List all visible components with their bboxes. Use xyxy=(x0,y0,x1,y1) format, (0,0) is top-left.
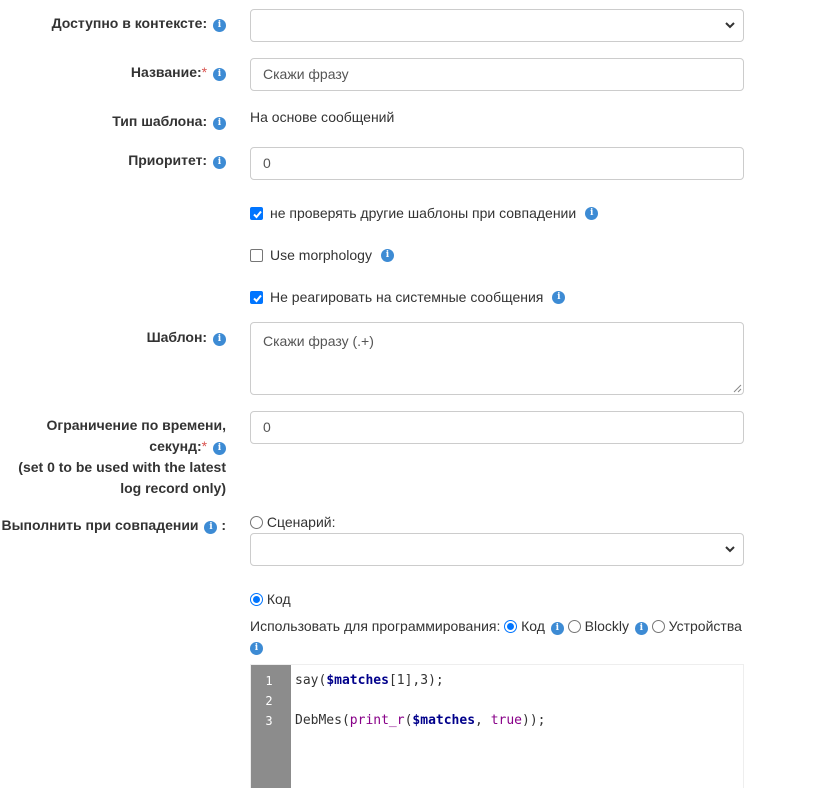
dont-check-checkbox[interactable] xyxy=(250,207,263,220)
type-value: На основе сообщений xyxy=(250,109,395,125)
mode-blockly-radio[interactable] xyxy=(568,620,581,633)
code-line[interactable]: DebMes(print_r($matches, true)); xyxy=(295,713,546,728)
scenario-radio[interactable] xyxy=(250,516,263,529)
mode-code-radio[interactable] xyxy=(504,620,517,633)
morphology-checkbox-row: Use morphology i xyxy=(250,247,394,263)
name-label: Название:* i xyxy=(131,62,226,83)
info-icon[interactable]: i xyxy=(213,117,226,130)
info-icon[interactable]: i xyxy=(213,442,226,455)
info-icon[interactable]: i xyxy=(213,19,226,32)
code-editor[interactable] xyxy=(250,664,744,788)
scenario-option: Сценарий: xyxy=(250,514,335,530)
context-select[interactable] xyxy=(250,9,744,42)
time-limit-input[interactable]: 0 xyxy=(250,411,744,444)
info-icon[interactable]: i xyxy=(213,68,226,81)
code-line[interactable]: say($matches[1],3); xyxy=(295,673,444,688)
info-icon[interactable]: i xyxy=(250,642,263,655)
priority-input[interactable]: 0 xyxy=(250,147,744,180)
programming-mode-row: Использовать для программирования: Код i Blockly i Устройства i xyxy=(250,618,742,653)
dont-check-checkbox-row: не проверять другие шаблоны при совпадении i xyxy=(250,205,598,221)
info-icon[interactable]: i xyxy=(381,249,394,262)
no-system-checkbox-row: Не реагировать на системные сообщения i xyxy=(250,289,565,305)
type-label: Тип шаблона: i xyxy=(112,111,226,132)
code-option: Код xyxy=(250,591,291,607)
line-number: 2 xyxy=(265,694,273,708)
template-label: Шаблон: i xyxy=(147,327,226,348)
no-system-checkbox[interactable] xyxy=(250,291,263,304)
info-icon[interactable]: i xyxy=(213,333,226,346)
info-icon[interactable]: i xyxy=(213,156,226,169)
info-icon[interactable]: i xyxy=(551,622,564,635)
mode-devices-radio[interactable] xyxy=(652,620,665,633)
execute-label: Выполнить при совпадении i : xyxy=(1,517,226,533)
chevron-down-icon xyxy=(723,542,737,556)
time-limit-label: Ограничение по времени, секунд:* i (set 0 to be used with the latest log record only) xyxy=(18,417,226,496)
context-label: Доступно в контексте: i xyxy=(52,13,226,34)
info-icon[interactable]: i xyxy=(585,207,598,220)
chevron-down-icon xyxy=(723,18,737,32)
code-radio[interactable] xyxy=(250,593,263,606)
priority-label: Приоритет: i xyxy=(128,150,226,171)
line-number: 1 xyxy=(265,674,273,688)
template-textarea[interactable]: Скажи фразу (.+) xyxy=(250,322,744,395)
morphology-checkbox[interactable] xyxy=(250,249,263,262)
scenario-select[interactable] xyxy=(250,533,744,566)
line-number: 3 xyxy=(265,714,273,728)
info-icon[interactable]: i xyxy=(204,521,217,534)
info-icon[interactable]: i xyxy=(635,622,648,635)
name-input[interactable]: Скажи фразу xyxy=(250,58,744,91)
resize-handle-icon[interactable] xyxy=(733,384,742,393)
info-icon[interactable]: i xyxy=(552,291,565,304)
